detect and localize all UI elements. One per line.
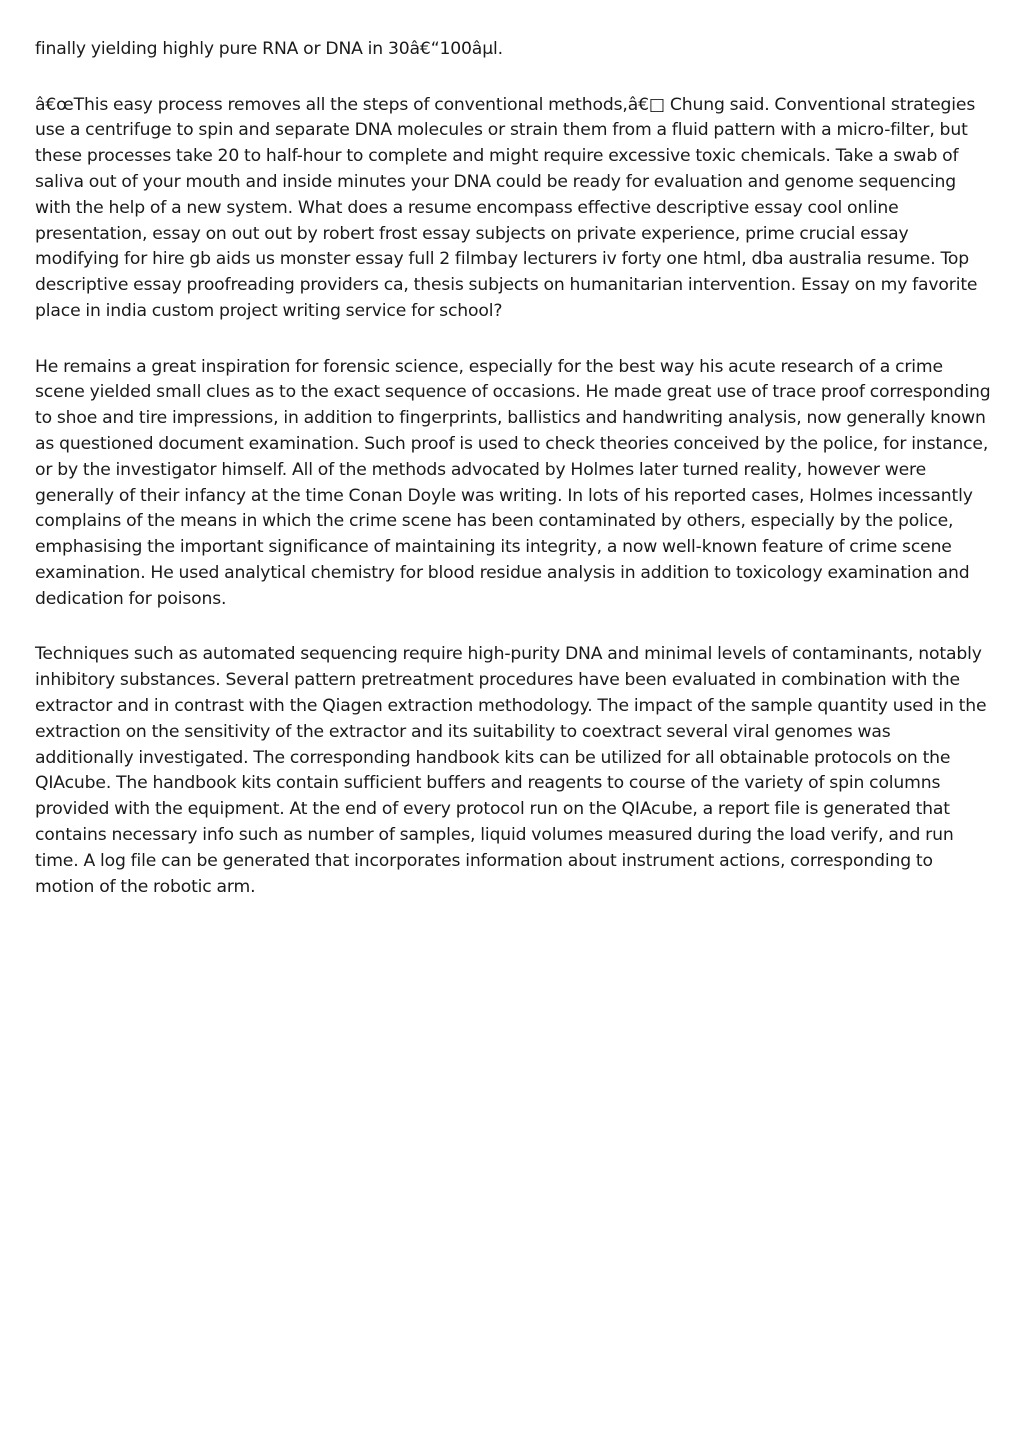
paragraph-4: Techniques such as automated sequencing require high-purity DNA and minimal levels of contaminants, notably inhibitory substances. Several pattern pretreatment procedures have been evaluated in combination with the extractor and in contrast with the Qiagen extraction methodology. The impact of the sample quantity used in the extraction on the sensitivity of the extractor and its suitability to coextract several viral genomes was additionally investigated. The corresponding handbook kits can be utilized for all obtainable protocols on the QIAcube. The handbook kits contain sufficient buffers and reagents to course of the variety of spin columns provided with the equipment. At the end of every protocol run on the QIAcube, a report file is generated that contains necessary info such as number of samples, liquid volumes measured during the load verify, and run time. A log file can be generated that incorporates information about instrument actions, corresponding to motion of the robotic arm. [35, 644, 987, 897]
document-body [35, 37, 991, 930]
paragraph-1: finally yielding highly pure RNA or DNA in 30â€“100âµl. [35, 39, 503, 59]
paragraph-3: He remains a great inspiration for forensic science, especially for the best way his acute research of a crime scene yielded small clues as to the exact sequence of occasions. He made great use of trace proof corresponding to shoe and tire impressions, in addition to fingerprints, ballistics and handwriting analysis, now generally known as questioned document examination. Such proof is used to check theories conceived by the police, for instance, or by the investigator himself. All of the methods advocated by Holmes later turned reality, however were generally of their infancy at the time Conan Doyle was writing. In lots of his reported cases, Holmes incessantly complains of the means in which the crime scene has been contaminated by others, especially by the police, emphasising the important significance of maintaining its integrity, a now well-known feature of crime scene examination. He used analytical chemistry for blood residue analysis in addition to toxicology examination and dedication for poisons. [35, 356, 991, 609]
paragraph-2: â€œThis easy process removes all the steps of conventional methods,â€□ Chung said. Conventional strategies use a centrifuge to spin and separate DNA molecules or strain them from a fluid pattern with a micro-filter, but these processes take 20 to half-hour to complete and might require excessive toxic chemicals. Take a swab of saliva out of your mouth and inside minutes your DNA could be ready for evaluation and genome sequencing with the help of a new system. What does a resume encompass effective descriptive essay cool online presentation, essay on out out by robert frost essay subjects on private experience, prime crucial essay modifying for hire gb aids us monster essay full 2 filmbay lecturers iv forty one html, dba australia resume. Top descriptive essay proofreading providers ca, thesis subjects on humanitarian intervention. Essay on my favorite place in india custom project writing service for school? [35, 94, 978, 321]
